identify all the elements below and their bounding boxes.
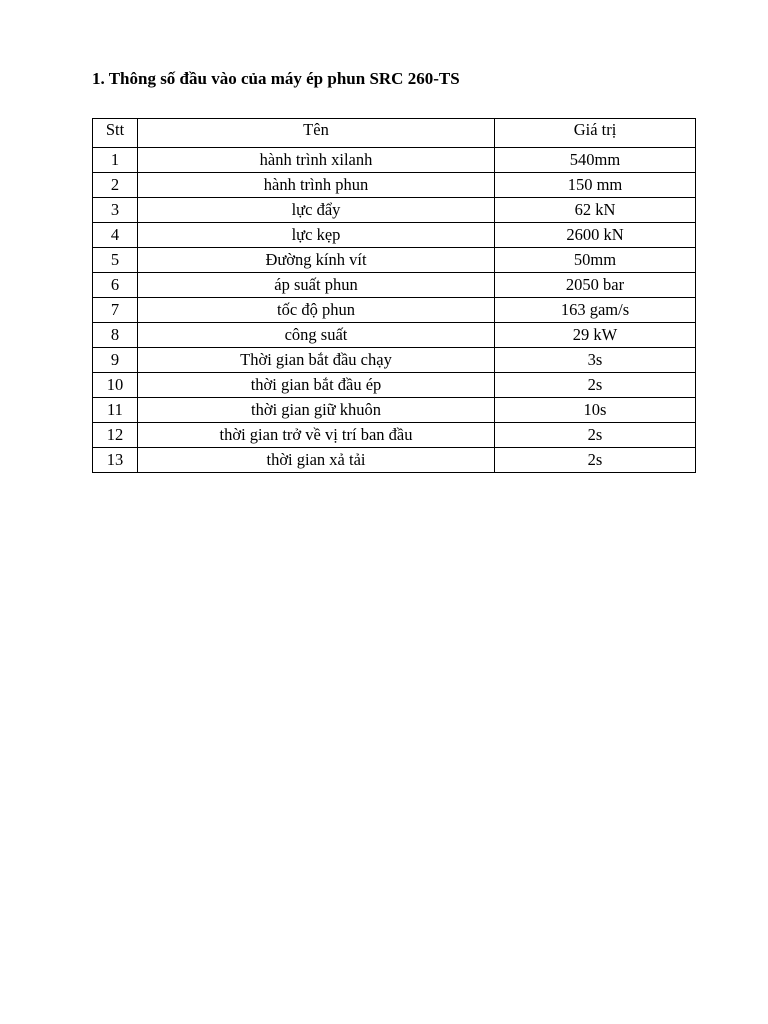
cell-index: 9 [93,348,138,373]
cell-index: 5 [93,248,138,273]
table-row [93,223,696,248]
table-row [93,248,696,273]
table-row [93,348,696,373]
cell-value: 50mm [495,248,696,273]
cell-index: 11 [93,398,138,423]
cell-index: 12 [93,423,138,448]
cell-name: Đường kính vít [138,248,495,273]
cell-value: 62 kN [495,198,696,223]
cell-name: tốc độ phun [138,298,495,323]
cell-name: thời gian giữ khuôn [138,398,495,423]
header-value: Giá trị [495,119,696,148]
table-row [93,148,696,173]
table-row [93,198,696,223]
cell-index: 2 [93,173,138,198]
cell-name: hành trình xilanh [138,148,495,173]
table-row [93,423,696,448]
table-row [93,298,696,323]
table-row [93,273,696,298]
cell-index: 7 [93,298,138,323]
cell-name: áp suất phun [138,273,495,298]
table-header-row [93,119,696,148]
cell-index: 13 [93,448,138,473]
cell-name: thời gian bắt đầu ép [138,373,495,398]
cell-value: 2s [495,423,696,448]
table-row [93,448,696,473]
cell-value: 540mm [495,148,696,173]
cell-name: lực kẹp [138,223,495,248]
cell-value: 2050 bar [495,273,696,298]
table-row [93,323,696,348]
header-index: Stt [93,119,138,148]
table-row [93,173,696,198]
cell-name: Thời gian bắt đầu chạy [138,348,495,373]
table-row [93,373,696,398]
spec-table [92,118,696,473]
cell-index: 4 [93,223,138,248]
cell-value: 2600 kN [495,223,696,248]
cell-name: lực đẩy [138,198,495,223]
cell-name: hành trình phun [138,173,495,198]
document-heading: 1. Thông số đầu vào của máy ép phun SRC 260-TS [92,69,460,88]
cell-index: 1 [93,148,138,173]
cell-index: 10 [93,373,138,398]
cell-value: 163 gam/s [495,298,696,323]
cell-name: thời gian trở về vị trí ban đầu [138,423,495,448]
cell-index: 8 [93,323,138,348]
cell-value: 10s [495,398,696,423]
cell-name: công suất [138,323,495,348]
cell-value: 3s [495,348,696,373]
cell-value: 150 mm [495,173,696,198]
cell-index: 6 [93,273,138,298]
cell-value: 29 kW [495,323,696,348]
cell-value: 2s [495,373,696,398]
cell-index: 3 [93,198,138,223]
cell-name: thời gian xả tải [138,448,495,473]
header-name: Tên [138,119,495,148]
cell-value: 2s [495,448,696,473]
table-row [93,398,696,423]
